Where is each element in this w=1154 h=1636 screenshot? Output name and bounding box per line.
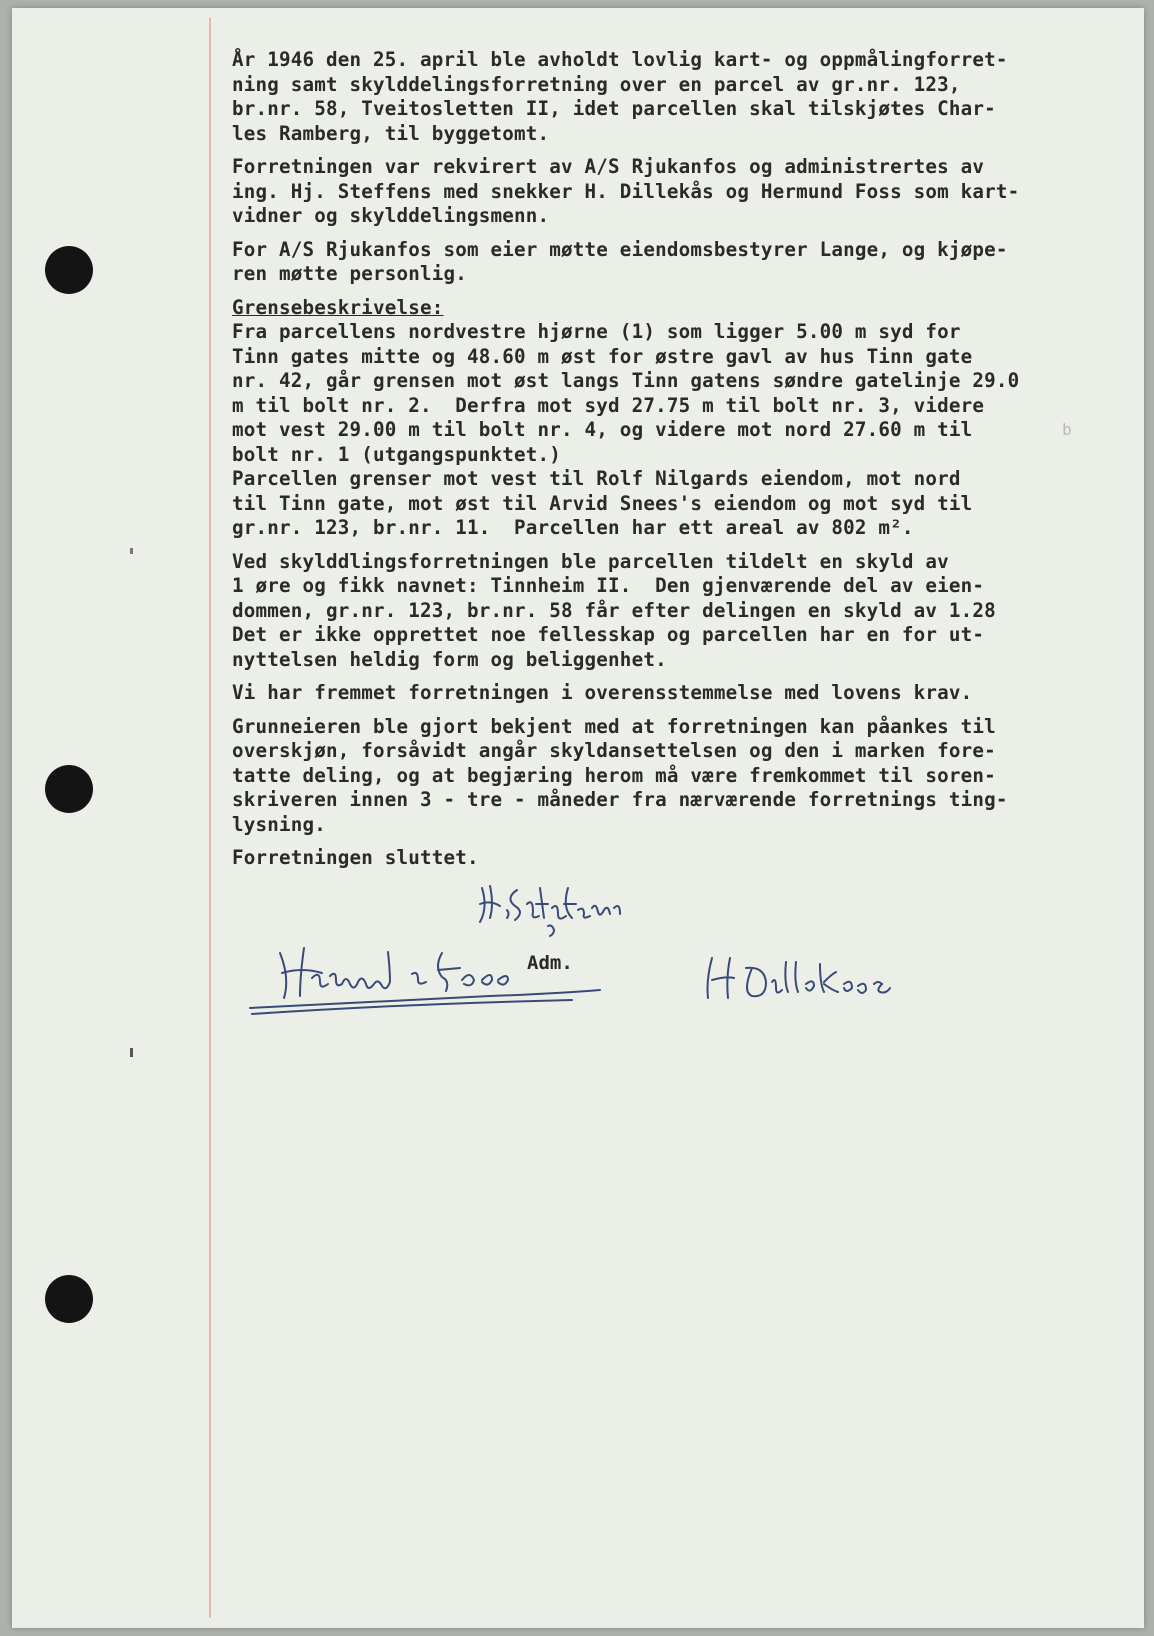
paragraph-appeal: Grunneieren ble gjort bekjent med at forretningen kan påankes til overskjøn, forsåvidt angår skyldansettelsen og den i marken fore- tatte deling, og at begjæring herom må være fremkommet til soren- skriveren innen 3 - tre - måneder fra nærværende forretnings ting- lysning.: [232, 714, 1008, 836]
paragraph-skyld: Ved skylddlingsforretningen ble parcellen tildelt en skyld av 1 øre og fikk navnet: Tinnheim II. Den gjenværende del av eien- dommen, gr.nr. 123, br.nr. 58 får efter delingen en skyld av 1.28 Det er ikke opprettet noe fellesskap og parcellen har en for ut- nyttelsen heldig form og beliggenhet.: [232, 549, 996, 671]
paper-speck: [130, 1048, 133, 1057]
document-page: [12, 8, 1144, 1628]
signature-dillekas: [708, 958, 891, 998]
paragraph-intro: År 1946 den 25. april ble avholdt lovlig kart- og oppmålingforret- ning samt skylddelingsforretning over en parcel av gr.nr. 123, br.nr. 58, Tveitosletten II, idet parcellen skal tilskjøtes Char- les Ramberg, til byggetomt.: [232, 48, 1008, 145]
paragraph-law: Vi har fremmet forretningen i overensstemmelse med lovens krav.: [232, 681, 973, 704]
signatures: [12, 8, 1144, 1628]
paragraph-closing: Forretningen sluttet.: [232, 846, 479, 869]
paragraph-requisition: Forretningen var rekvirert av A/S Rjukanfos og administrertes av ing. Hj. Steffens med snekker H. Dillekås og Hermund Foss som kart- vidner og skylddelingsmenn.: [232, 155, 1020, 227]
margin-mark: b: [1062, 420, 1072, 439]
signature-foss: [250, 948, 600, 1014]
section-heading: Grensebeskrivelse:: [232, 295, 444, 319]
paragraph-attendance: For A/S Rjukanfos som eier møtte eiendomsbestyrer Lange, og kjøpe- ren møtte personlig.: [232, 237, 1008, 285]
paragraph-neighbours: Parcellen grenser mot vest til Rolf Nilgards eiendom, mot nord til Tinn gate, mot øst til Arvid Snees's eiendom og mot syd til gr.nr. 123, br.nr. 11. Parcellen har ett areal av 802 m².: [232, 467, 973, 539]
paper-speck: [130, 548, 133, 554]
signature-steffens: [480, 886, 620, 936]
adm-label: Adm.: [527, 952, 573, 974]
paragraph-boundary: Fra parcellens nordvestre hjørne (1) som ligger 5.00 m syd for Tinn gates mitte og 48.60 m øst for østre gavl av hus Tinn gate nr. 42, går grensen mot øst langs Tinn gatens søndre gatelinje 29.0 m til bolt nr. 2. Derfra mot syd 27.75 m til bolt nr. 3, videre mot vest 29.00 m til bolt nr. 4, og videre mot nord 27.60 m til bolt nr. 1 (utgangspunktet.): [232, 320, 1020, 466]
